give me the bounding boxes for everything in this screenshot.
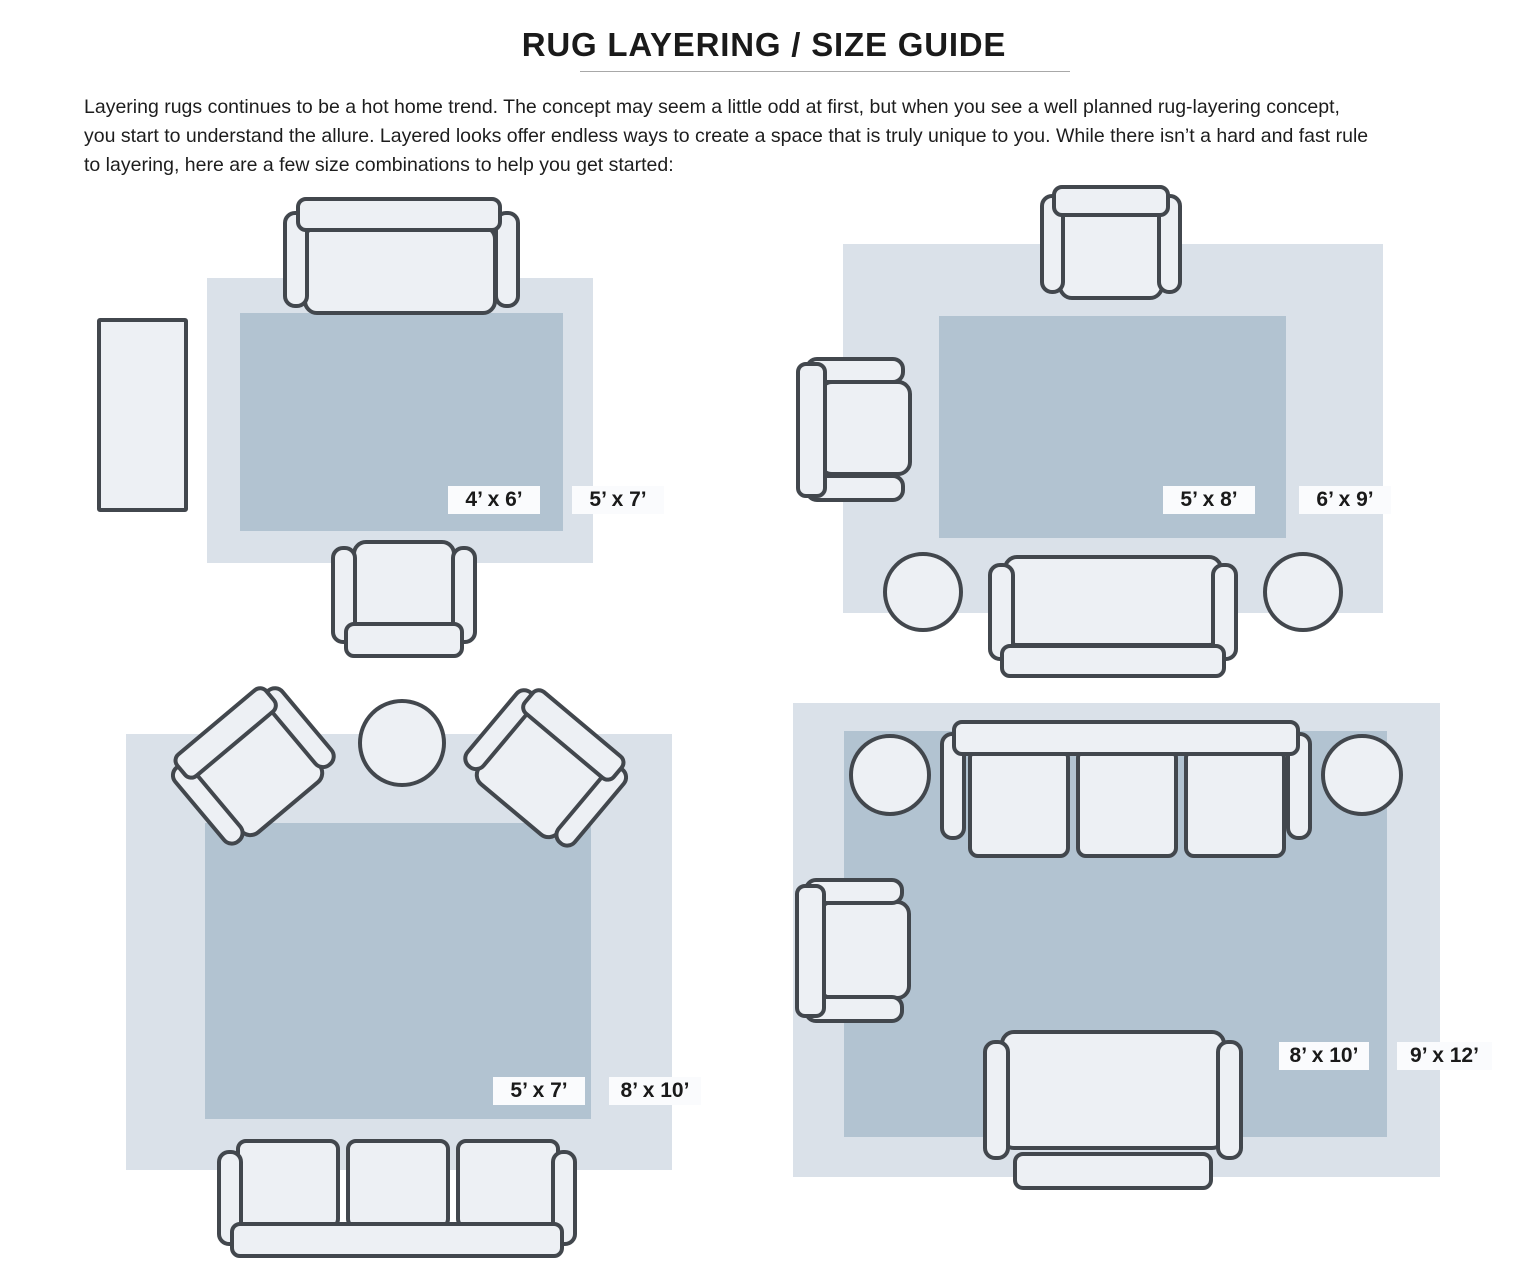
outer-rug-size-label: 8’ x 10’ xyxy=(609,1077,701,1105)
armchair-seat xyxy=(818,380,912,476)
sofa-seat xyxy=(303,225,497,315)
inner-rug-size-label: 4’ x 6’ xyxy=(448,486,540,514)
loveseat-arm-right xyxy=(1216,1040,1243,1160)
inner-rug xyxy=(205,823,591,1119)
inner-rug-size-label: 5’ x 7’ xyxy=(493,1077,585,1105)
round-ottoman-left-icon xyxy=(883,552,963,632)
sofa-seat-cushion-2 xyxy=(1076,748,1178,858)
outer-rug-size-label: 6’ x 9’ xyxy=(1299,486,1391,514)
loveseat-seat xyxy=(1000,1030,1226,1150)
title-underline xyxy=(580,71,1070,72)
sofa-seat-cushion-1 xyxy=(236,1139,340,1229)
sofa-back-cushion xyxy=(296,197,502,232)
armchair-seat xyxy=(352,540,456,635)
outer-rug-size-label: 5’ x 7’ xyxy=(572,486,664,514)
armchair-back-cushion xyxy=(344,622,464,658)
round-table-icon xyxy=(358,699,446,787)
sofa-seat-cushion-3 xyxy=(456,1139,560,1229)
armchair-back-cushion xyxy=(1052,185,1170,217)
intro-paragraph xyxy=(84,93,1368,180)
round-table-left-icon xyxy=(849,734,931,816)
round-ottoman-right-icon xyxy=(1263,552,1343,632)
inner-rug-size-label: 8’ x 10’ xyxy=(1279,1042,1369,1070)
intro-line-2: you start to understand the allure. Layered looks offer endless ways to create a space that is truly unique to you. While there isn’t a hard and fast rule xyxy=(84,125,1369,147)
page-title: RUG LAYERING / SIZE GUIDE xyxy=(521,26,1007,63)
sofa-seat xyxy=(1003,555,1223,647)
console-table-icon xyxy=(97,318,188,512)
inner-rug-size-label: 5’ x 8’ xyxy=(1163,486,1255,514)
armchair-back-cushion xyxy=(796,362,827,498)
loveseat-arm-left xyxy=(983,1040,1010,1160)
sofa-seat-cushion-1 xyxy=(968,748,1070,858)
intro-line-3: to layering, here are a few size combinations to help you get started: xyxy=(84,154,674,176)
sofa-back-cushion xyxy=(1000,644,1226,678)
armchair-seat xyxy=(818,900,911,1000)
intro-line-1: Layering rugs continues to be a hot home trend. The concept may seem a little odd at first, but when you see a well planned rug-layering concept, xyxy=(84,96,1340,118)
sofa-back-cushion xyxy=(230,1222,564,1258)
sofa-back-cushion xyxy=(952,720,1300,756)
round-table-right-icon xyxy=(1321,734,1403,816)
armchair-back-cushion xyxy=(795,884,826,1018)
sofa-seat-cushion-2 xyxy=(346,1139,450,1229)
sofa-seat-cushion-3 xyxy=(1184,748,1286,858)
outer-rug-size-label: 9’ x 12’ xyxy=(1397,1042,1492,1070)
loveseat-back-cushion xyxy=(1013,1152,1213,1190)
